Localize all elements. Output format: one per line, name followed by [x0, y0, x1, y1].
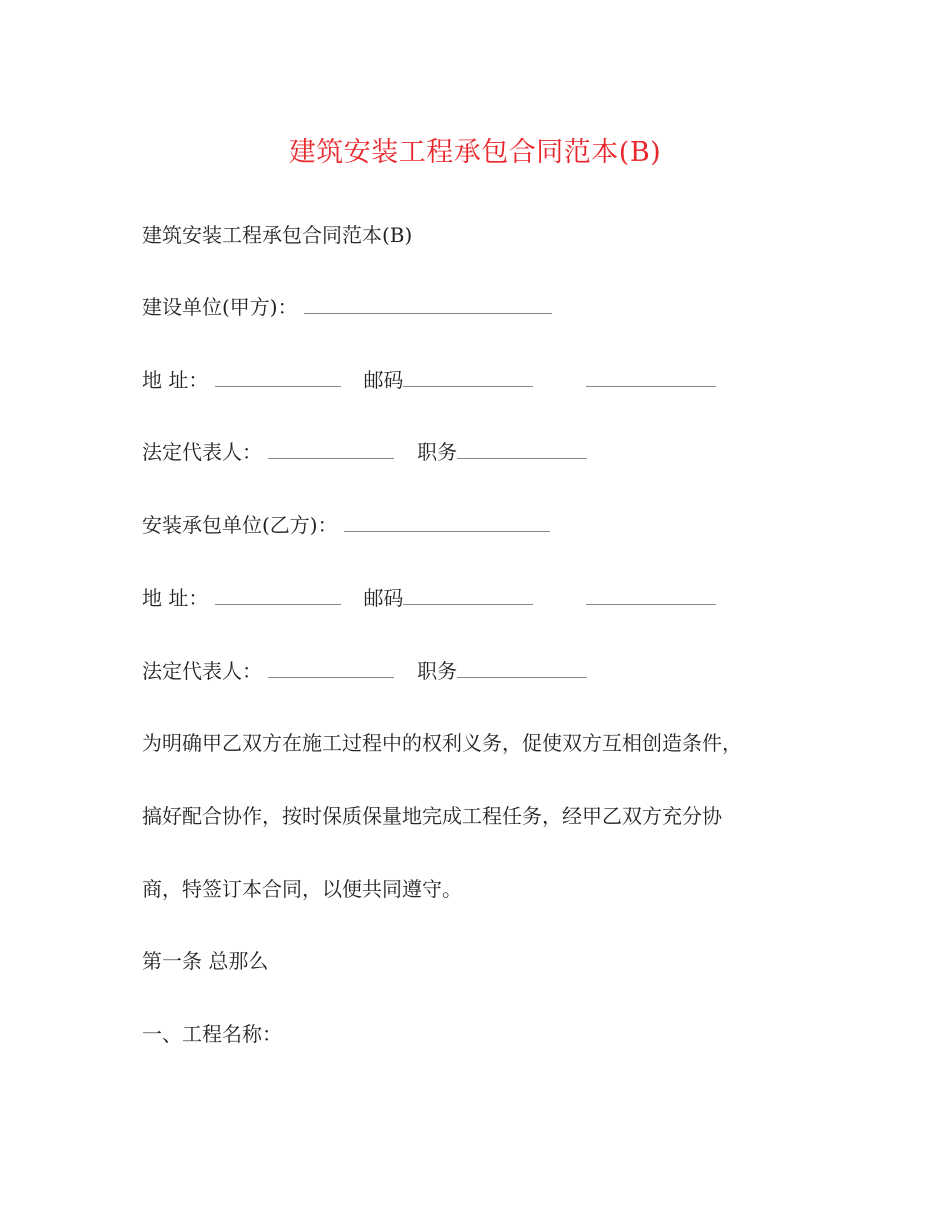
party-b-label: 安装承包单位(乙方)：	[142, 513, 338, 537]
party-b-rep-field[interactable]	[268, 659, 394, 678]
preamble-line-1: 为明确甲乙双方在施工过程中的权利义务，促使双方互相创造条件，	[142, 731, 742, 755]
party-a-rep-row	[142, 439, 587, 465]
party-b-postcode-field[interactable]	[403, 586, 533, 605]
document-subtitle: 建筑安装工程承包合同范本(B)	[142, 223, 413, 247]
party-a-postcode-label: 邮码	[363, 368, 404, 392]
party-b-position-field[interactable]	[457, 659, 587, 678]
party-b-postcode-label: 邮码	[363, 586, 404, 610]
party-b-address-field[interactable]	[215, 586, 341, 605]
document-title: 建筑安装工程承包合同范本(B)	[288, 137, 662, 168]
party-b-name-field[interactable]	[344, 513, 550, 532]
preamble-line-2: 搞好配合协作，按时保质保量地完成工程任务，经甲乙双方充分协	[142, 804, 722, 828]
party-a-row	[142, 294, 552, 320]
item-1-project-name: 一、工程名称：	[142, 1022, 282, 1046]
party-a-postcode-field[interactable]	[403, 368, 533, 387]
party-a-rep-label: 法定代表人：	[142, 440, 262, 464]
party-a-name-field[interactable]	[304, 295, 552, 314]
party-b-address-label: 地 址：	[142, 586, 209, 610]
party-b-address-row	[142, 585, 716, 611]
preamble-line-3: 商，特签订本合同，以便共同遵守。	[142, 877, 462, 901]
party-b-row	[142, 512, 550, 538]
party-a-address-field[interactable]	[215, 368, 341, 387]
party-a-rep-field[interactable]	[268, 440, 394, 459]
party-a-extra-field[interactable]	[586, 368, 716, 387]
party-b-extra-field[interactable]	[586, 586, 716, 605]
party-a-position-field[interactable]	[457, 440, 587, 459]
article-1-heading: 第一条 总那么	[142, 949, 269, 973]
party-b-rep-label: 法定代表人：	[142, 659, 262, 683]
party-a-position-label: 职务	[417, 440, 458, 464]
party-b-rep-row	[142, 658, 587, 684]
party-a-label: 建设单位(甲方)：	[142, 295, 298, 319]
party-a-address-label: 地 址：	[142, 368, 209, 392]
party-a-address-row	[142, 367, 716, 393]
party-b-position-label: 职务	[417, 659, 458, 683]
